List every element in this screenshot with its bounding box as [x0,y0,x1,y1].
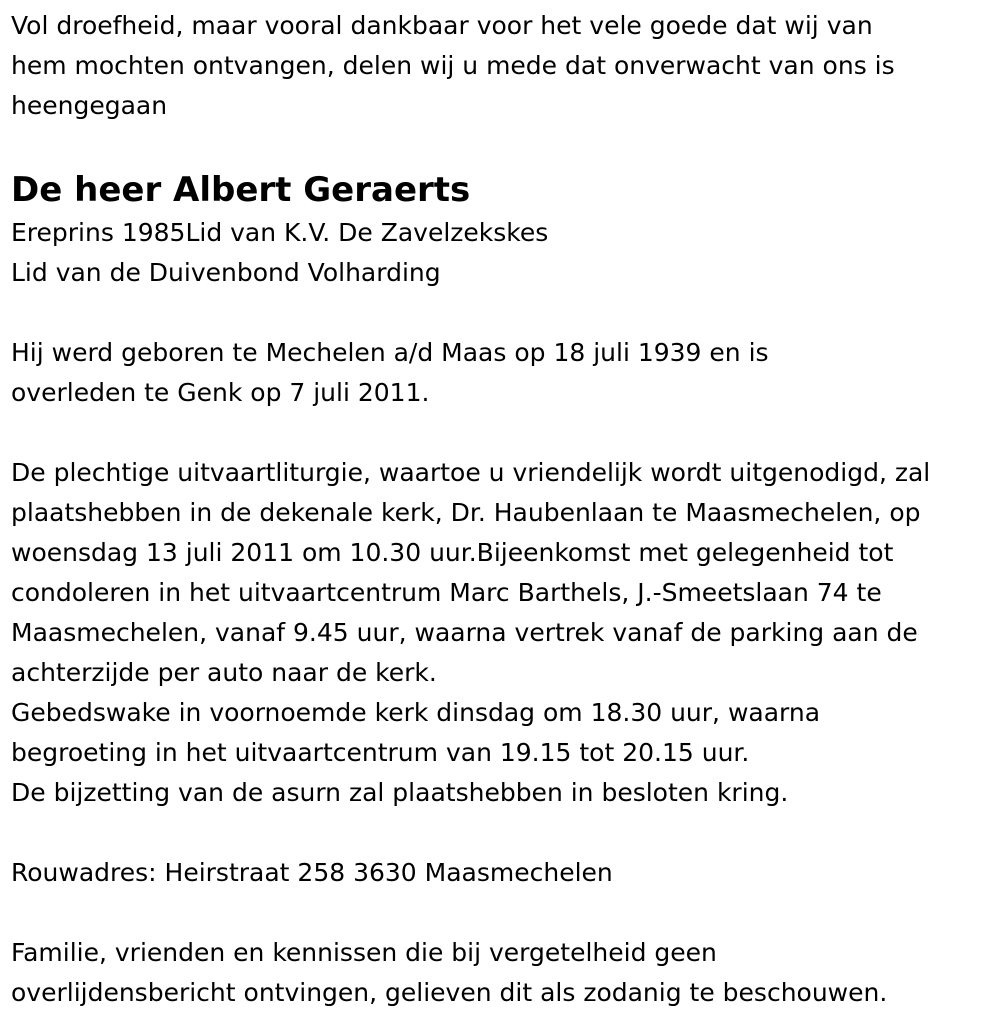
intro-line: hem mochten ontvangen, delen wij u mede dat onverwacht van ons is [11,51,895,80]
closing-line: Familie, vrienden en kennissen die bij vergetelheid geen [11,938,717,967]
ceremony-line: Gebedswake in voornoemde kerk dinsdag om 18.30 uur, waarna [11,698,821,727]
deceased-title: Ereprins 1985Lid van K.V. De Zavelzekskes [11,218,549,247]
paragraph-spacer [11,126,991,166]
ceremony-line: plaatshebben in de dekenale kerk, Dr. Haubenlaan te Maasmechelen, op [11,498,921,527]
birth-death-paragraph [11,333,991,413]
intro-line: Vol droefheid, maar vooral dankbaar voor het vele goede dat wij van [11,11,873,40]
deceased-name: De heer Albert Geraerts [11,170,471,210]
ceremony-line: De plechtige uitvaartliturgie, waartoe u vriendelijk wordt uitgenodigd, zal [11,458,931,487]
ceremony-paragraph [11,453,991,813]
paragraph-spacer [11,813,991,853]
ceremony-line: condoleren in het uitvaartcentrum Marc Barthels, J.-Smeetslaan 74 te [11,578,882,607]
ceremony-line: achterzijde per auto naar de kerk. [11,658,437,687]
intro-line: heengegaan [11,91,168,120]
ceremony-line: begroeting in het uitvaartcentrum van 19.15 tot 20.15 uur. [11,738,750,767]
intro-paragraph [11,6,991,126]
paragraph-spacer [11,893,991,933]
mourning-address: Rouwadres: Heirstraat 258 3630 Maasmechelen [11,858,613,887]
ceremony-line: De bijzetting van de asurn zal plaatshebben in besloten kring. [11,778,789,807]
closing-paragraph [11,933,991,1013]
paragraph-spacer [11,293,991,333]
closing-line: overlijdensbericht ontvingen, gelieven dit als zodanig te beschouwen. [11,978,888,1007]
ceremony-line: Maasmechelen, vanaf 9.45 uur, waarna vertrek vanaf de parking aan de [11,618,918,647]
deceased-block [11,167,991,293]
ceremony-line: woensdag 13 juli 2011 om 10.30 uur.Bijeenkomst met gelegenheid tot [11,538,894,567]
obituary-text [11,6,991,1013]
birth-death-line: overleden te Genk op 7 juli 2011. [11,378,430,407]
paragraph-spacer [11,413,991,453]
birth-death-line: Hij werd geboren te Mechelen a/d Maas op 18 juli 1939 en is [11,338,769,367]
deceased-title: Lid van de Duivenbond Volharding [11,258,441,287]
